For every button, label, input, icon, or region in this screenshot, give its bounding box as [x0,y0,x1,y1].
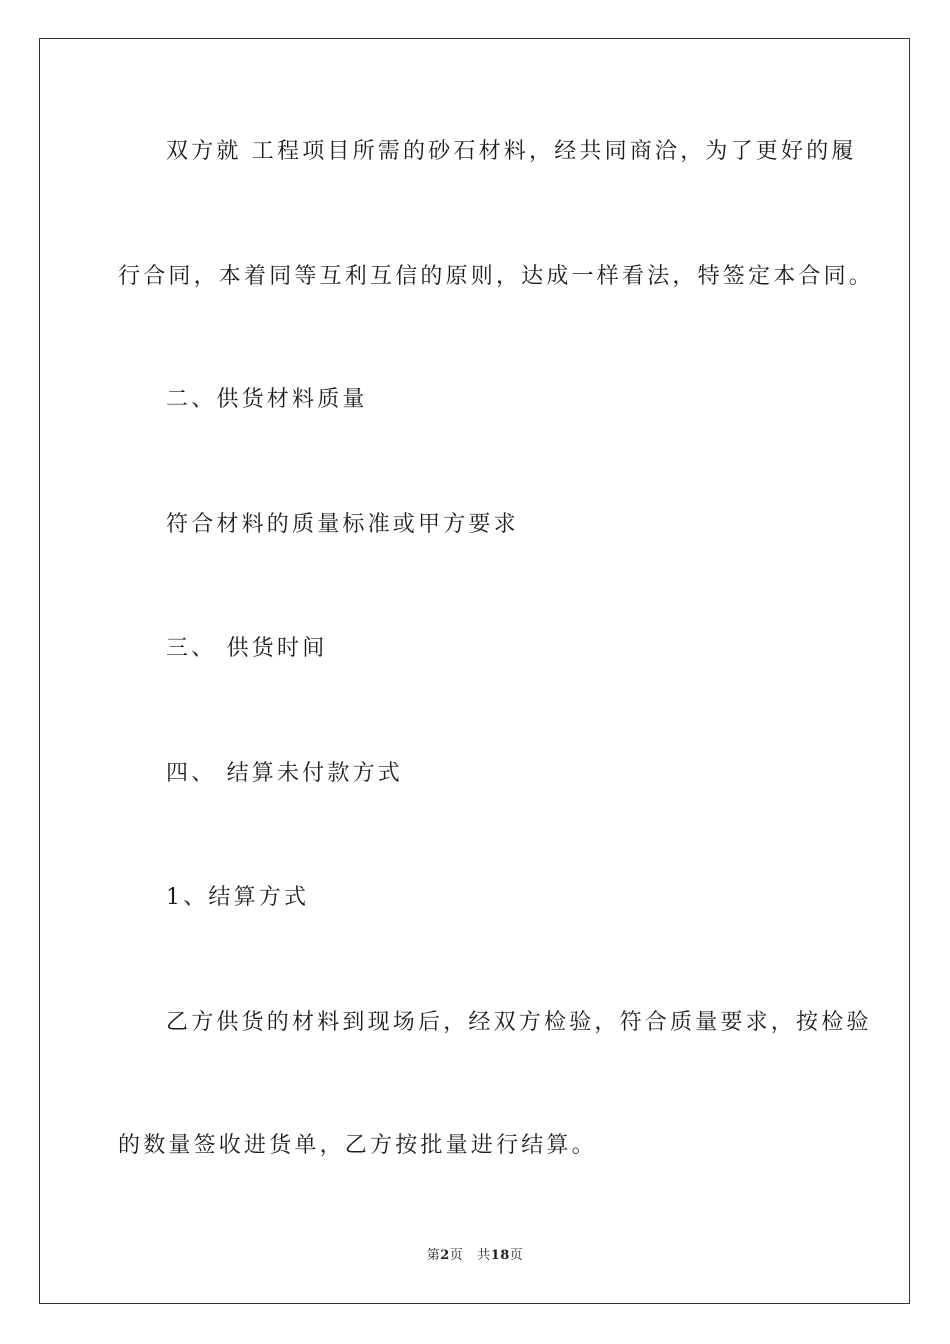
paragraph-line-3: 符合材料的质量标准或甲方要求 [166,512,519,537]
section-heading-4: 四、 结算未付款方式 [166,761,403,786]
paragraph-line-2: 行合同，本着同等互利互信的原则，达成一样看法，特签定本合同。 [118,264,875,289]
subsection-heading-1: 1、结算方式 [166,885,310,910]
footer-page-prefix: 第 [426,1248,441,1263]
section-heading-3: 三、 供货时间 [166,636,328,661]
footer-page-suffix: 页 [449,1248,464,1263]
page-footer [0,1244,950,1263]
footer-total-pages: 18 [490,1248,510,1263]
paragraph-line-4: 乙方供货的材料到现场后，经双方检验，符合质量要求，按检验 [166,1010,872,1035]
paragraph-line-1: 双方就 工程项目所需的砂石材料，经共同商洽，为了更好的履 [166,139,857,164]
section-heading-2: 二、供货材料质量 [166,387,368,412]
footer-total-prefix: 共 [477,1248,491,1263]
footer-total-suffix: 页 [509,1248,524,1263]
footer-page-number: 2 [440,1248,450,1263]
paragraph-line-5: 的数量签收进货单，乙方按批量进行结算。 [118,1133,597,1158]
page-frame [39,38,910,1304]
